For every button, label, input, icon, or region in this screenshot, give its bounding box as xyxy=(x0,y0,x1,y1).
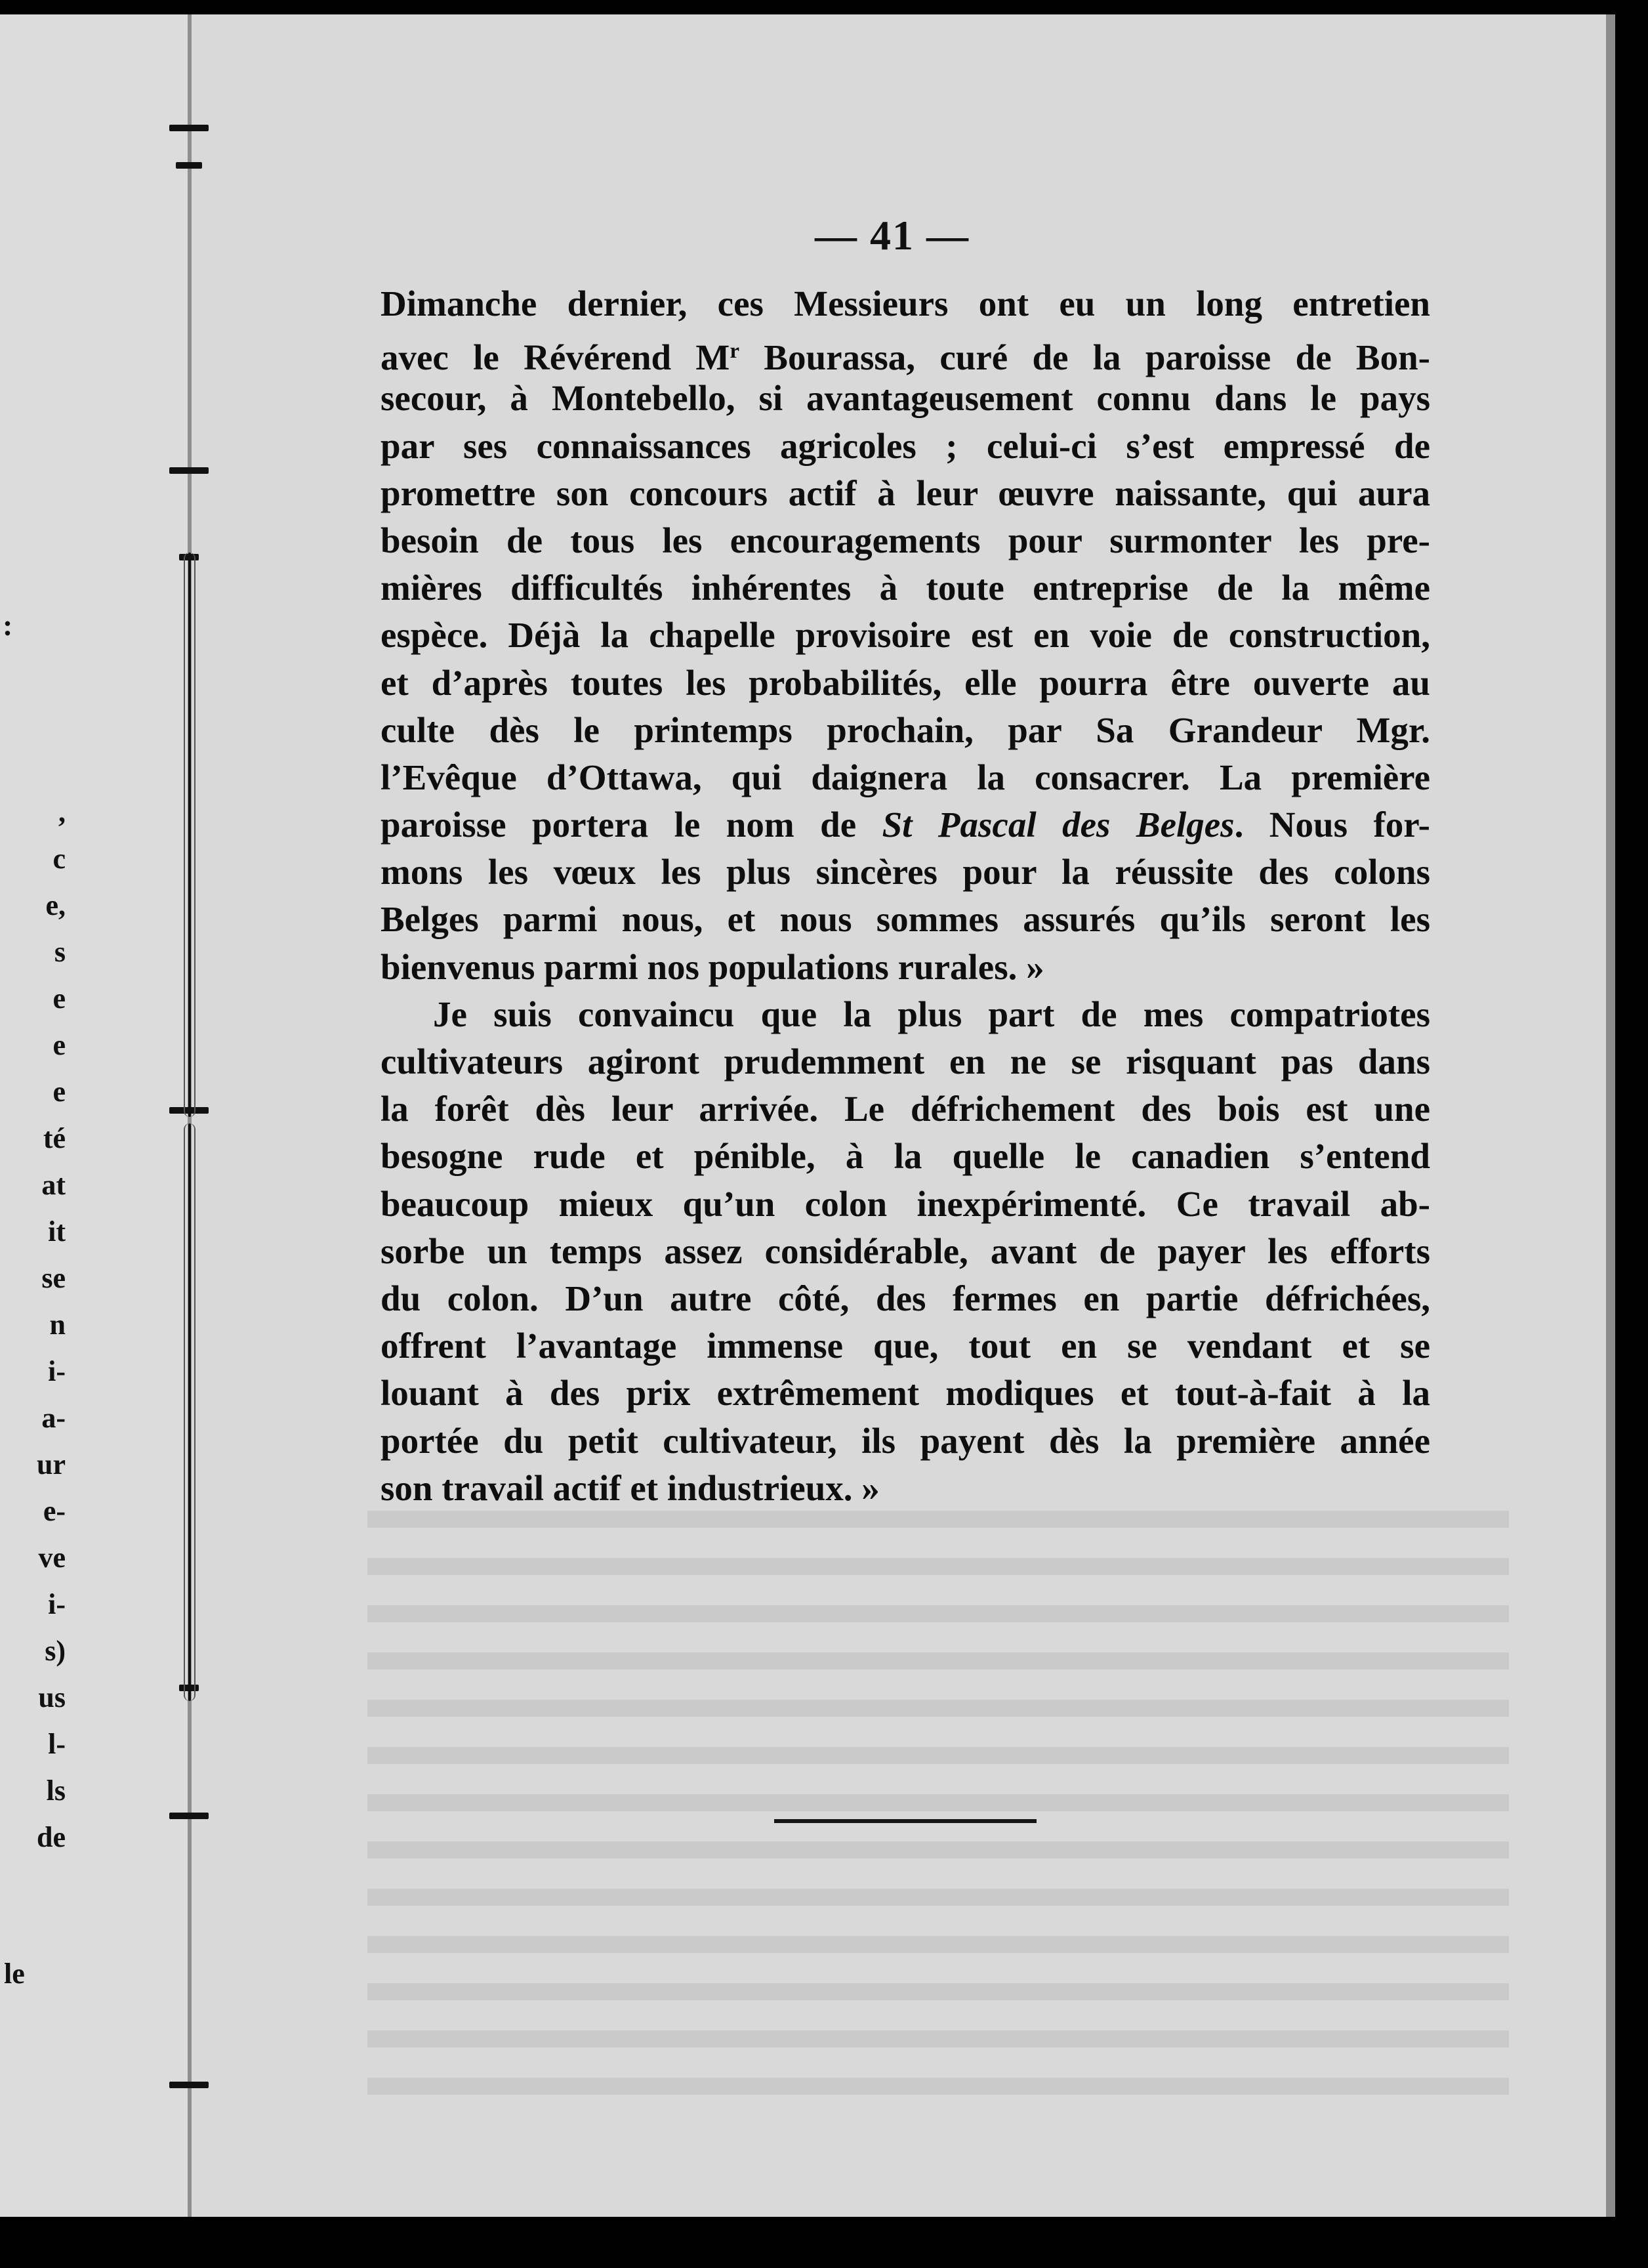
text-line: Dimanche dernier, ces Messieurs ont eu un long entretien xyxy=(381,284,1430,324)
facing-fragment: e xyxy=(52,1076,66,1108)
text-line: sorbe un temps assez considérable, avant de payer les efforts xyxy=(381,1230,1430,1271)
page-number: — 41 — xyxy=(815,212,970,259)
text-line: louant à des prix extrêmement modiques et tout-à-fait à la xyxy=(381,1373,1430,1414)
text-line: du colon. D’un autre côté, des fermes en partie défrichées, xyxy=(381,1278,1430,1318)
text-line xyxy=(381,327,1430,378)
page-right-edge xyxy=(1606,14,1615,2217)
body-text xyxy=(381,280,1430,1512)
facing-fragment: l- xyxy=(48,1728,66,1760)
binding-stitch xyxy=(169,2082,209,2088)
facing-fragment: i- xyxy=(48,1355,66,1387)
verso-bleed-through xyxy=(367,1511,1509,2101)
text-line: l’Evêque d’Ottawa, qui daignera la consacrer. La première xyxy=(381,757,1430,797)
facing-fragment: n xyxy=(49,1309,66,1341)
facing-fragment: ve xyxy=(38,1542,66,1574)
text-line: cultivateurs agiront prudemment en ne se risquant pas dans xyxy=(381,1041,1430,1082)
facing-fragment: se xyxy=(41,1262,66,1294)
text-line: bienvenus parmi nos populations rurales. » xyxy=(381,946,1044,987)
facing-fragment: e- xyxy=(43,1495,66,1527)
facing-fragment: c xyxy=(52,843,66,875)
text-line-end: . Nous for- xyxy=(1234,805,1430,845)
facing-page-colon: : xyxy=(3,608,13,642)
text-line-start: paroisse portera le nom de xyxy=(381,805,882,845)
binding-stitch xyxy=(169,125,209,131)
facing-fragment: ur xyxy=(37,1448,66,1480)
binding-thread xyxy=(184,553,196,1117)
facing-fragment: it xyxy=(48,1215,66,1248)
text-line: son travail actif et industrieux. » xyxy=(381,1467,880,1508)
text-line: Belges parmi nous, et nous sommes assurés qu’ils seront les xyxy=(381,899,1430,940)
facing-page-fragments xyxy=(0,789,66,1860)
facing-fragment: e xyxy=(52,1029,66,1061)
text-line: par ses connaissances agricoles ; celui-ci s’est empressé de xyxy=(381,425,1430,466)
text-line: promettre son concours actif à leur œuvre naissante, qui aura xyxy=(381,472,1430,513)
text-line: Je suis convaincu que la plus part de mes compatriotes xyxy=(433,994,1430,1034)
facing-fragment: de xyxy=(37,1821,66,1853)
facing-fragment: s xyxy=(54,936,66,968)
facing-page-bottom-fragment: le xyxy=(4,1958,25,1990)
text-line: mières difficultés inhérentes à toute entreprise de la même xyxy=(381,568,1430,608)
text-line: portée du petit cultivateur, ils payent dès la première année xyxy=(381,1420,1430,1461)
text-line: et d’après toutes les probabilités, elle pourra être ouverte au xyxy=(381,662,1430,703)
text-line: offrent l’avantage immense que, tout en se vendant et se xyxy=(381,1326,1430,1366)
superscript: r xyxy=(730,339,740,364)
facing-fragment: a- xyxy=(41,1402,66,1434)
end-rule xyxy=(774,1819,1037,1823)
facing-fragment: e xyxy=(52,982,66,1015)
text-line: mons les vœux les plus sincères pour la réussite des colons xyxy=(381,852,1430,892)
text-line-end: Bourassa, curé de la paroisse de Bon- xyxy=(739,337,1430,378)
text-line xyxy=(381,801,1430,849)
text-line-start: avec le Révérend M xyxy=(381,337,730,378)
text-line: besogne rude et pénible, à la quelle le canadien s’entend xyxy=(381,1136,1430,1177)
text-line: culte dès le printemps prochain, par Sa Grandeur Mgr. xyxy=(381,709,1430,750)
facing-fragment: i- xyxy=(48,1588,66,1620)
text-line: espèce. Déjà la chapelle provisoire est en voie de construction, xyxy=(381,615,1430,656)
binding-thread xyxy=(184,1124,196,1701)
facing-fragment: e, xyxy=(45,889,66,921)
facing-fragment: , xyxy=(58,796,66,828)
binding-stitch xyxy=(169,1813,209,1819)
facing-page-edge xyxy=(0,14,192,2217)
text-line: secour, à Montebello, si avantageusement connu dans le pays xyxy=(381,378,1430,419)
facing-fragment: us xyxy=(38,1681,66,1713)
text-line: la forêt dès leur arrivée. Le défrichement des bois est une xyxy=(381,1089,1430,1129)
text-line: besoin de tous les encouragements pour surmonter les pre- xyxy=(381,520,1430,560)
text-line: beaucoup mieux qu’un colon inexpérimenté. Ce travail ab- xyxy=(381,1183,1430,1224)
binding-stitch xyxy=(176,162,202,169)
binding-stitch xyxy=(169,467,209,474)
facing-fragment: s) xyxy=(45,1635,66,1667)
facing-fragment: at xyxy=(41,1169,66,1201)
parish-name: St Pascal des Belges xyxy=(882,805,1235,845)
scanned-page xyxy=(0,14,1615,2217)
facing-fragment: té xyxy=(43,1122,66,1154)
facing-fragment: ls xyxy=(46,1774,66,1807)
